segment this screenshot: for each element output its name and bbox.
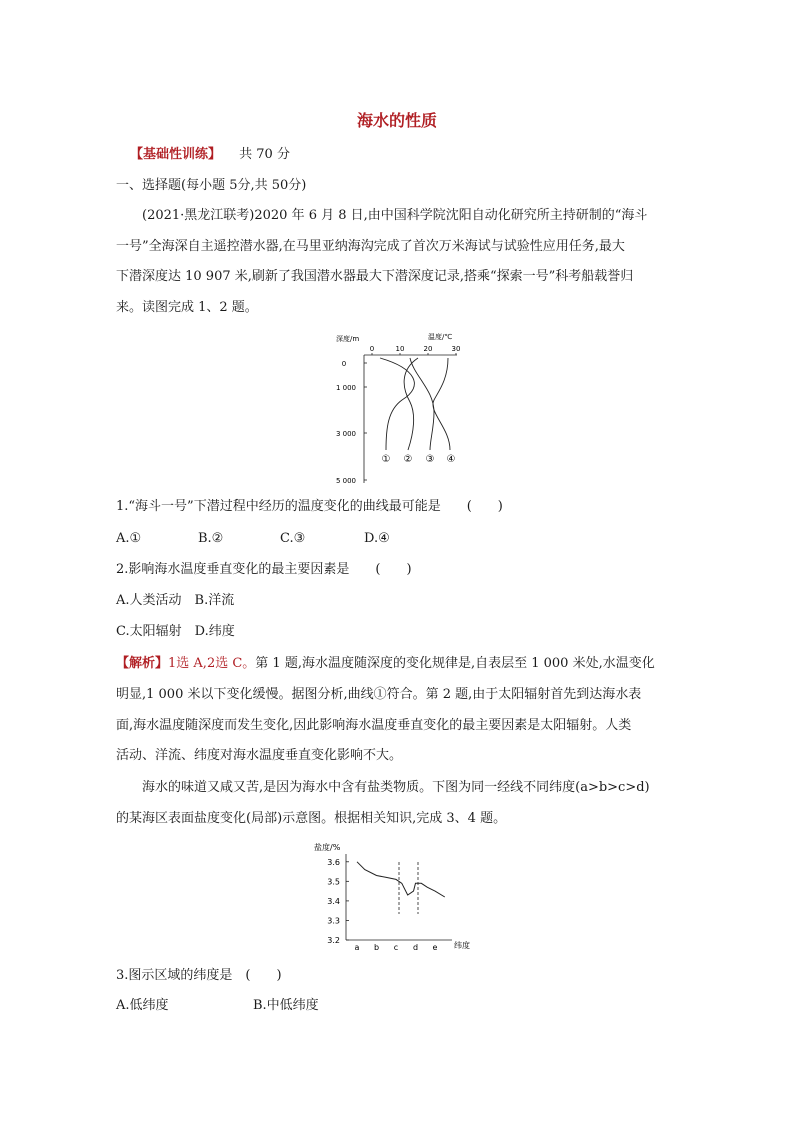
analysis-tag: 【解析】 — [116, 656, 169, 671]
analysis-line-1 — [116, 655, 655, 673]
passage1-line-3: 下潜深度达 10 907 米,刷新了我国潜水器最大下潜深度记录,搭乘“探索一号”科考船载誉归 — [116, 269, 634, 284]
section-tag: 【基础性训练】 — [130, 147, 222, 162]
q3-stem: 3.图示区域的纬度是 ( ) — [116, 968, 282, 983]
x-tick-label: d — [412, 943, 419, 952]
section-total: 共 70 分 — [239, 147, 290, 162]
x-tick-label: e — [432, 943, 438, 952]
analysis-answer: 1选 A,2选 C。 — [168, 656, 256, 671]
x-tick-label: c — [393, 943, 399, 952]
q2-stem: 2.影响海水温度垂直变化的最主要因素是 ( ) — [116, 562, 412, 577]
q2-options-row-2: C.太阳辐射 D.纬度 — [116, 624, 235, 639]
temp-tick: 20 — [423, 345, 433, 353]
temp-tick: 10 — [395, 345, 405, 353]
analysis-line-3: 面,海水温度随深度而发生变化,因此影响海水温度垂直变化的最主要因素是太阳辐射。人类 — [116, 718, 632, 733]
depth-axis-label: 深度/m — [336, 335, 360, 343]
y-tick-label: 3.2 — [327, 936, 340, 945]
y-tick-label: 3.5 — [327, 877, 340, 887]
latitude-axis-label: 纬度 — [454, 941, 470, 950]
analysis-line-4: 活动、洋流、纬度对海水温度垂直变化影响不大。 — [116, 748, 403, 763]
passage2-line-1: 海水的味道又咸又苦,是因为海水中含有盐类物质。下图为同一经线不同纬度(a>b>c>d) — [142, 780, 650, 795]
analysis-text: 第 1 题,海水温度随深度的变化规律是,自表层至 1 000 米处,水温变化 — [255, 656, 655, 671]
depth-tick: 3 000 — [335, 430, 357, 438]
temp-axis-label: 温度/℃ — [428, 333, 453, 341]
depth-tick: 0 — [341, 360, 347, 368]
temp-tick: 30 — [451, 345, 461, 353]
salinity-line — [357, 862, 445, 897]
temperature-depth-chart — [330, 328, 470, 490]
depth-tick: 1 000 — [335, 384, 357, 392]
depth-tick: 5 000 — [335, 477, 357, 485]
part1-heading: 一、选择题(每小题 5分,共 50分) — [116, 178, 307, 193]
salinity-axis-label: 盐度/% — [314, 843, 341, 852]
salinity-chart — [310, 838, 480, 956]
q1-stem: 1.“海斗一号”下潜过程中经历的温度变化的曲线最可能是 ( ) — [116, 499, 503, 514]
curve-label: ③ — [425, 454, 435, 465]
passage1-line-4: 来。读图完成 1、2 题。 — [116, 300, 258, 315]
analysis-line-2: 明显,1 000 米以下变化缓慢。据图分析,曲线①符合。第 2 题,由于太阳辐射首先到达海水表 — [116, 687, 642, 702]
curve-1 — [380, 358, 414, 450]
curve-label: ② — [403, 454, 413, 465]
curve-label: ④ — [446, 454, 456, 465]
passage1-line-2: 一号”全海深自主遥控潜水器,在马里亚纳海沟完成了首次万米海试与试验性应用任务,最大 — [116, 239, 625, 254]
passage2-line-2: 的某海区表面盐度变化(局部)示意图。根据相关知识,完成 3、4 题。 — [116, 811, 507, 826]
q1-option-b: B.② — [198, 531, 224, 546]
curve-label: ① — [381, 454, 391, 465]
x-tick-label: a — [354, 943, 360, 952]
q3-option-b: B.中低纬度 — [253, 998, 319, 1013]
y-tick-label: 3.6 — [327, 857, 340, 867]
page-title: 海水的性质 — [356, 111, 437, 130]
q1-option-d: D.④ — [364, 531, 390, 546]
y-tick-label: 3.3 — [327, 916, 340, 926]
q2-options-row-1: A.人类活动 B.洋流 — [116, 593, 235, 608]
x-tick-label: b — [373, 943, 380, 952]
q1-option-c: C.③ — [280, 531, 306, 546]
q3-option-a: A.低纬度 — [116, 998, 169, 1013]
section-header — [130, 146, 290, 164]
passage1-line-1: (2021·黑龙江联考)2020 年 6 月 8 日,由中国科学院沈阳自动化研究所主持研制的“海斗 — [142, 208, 648, 223]
temp-tick: 0 — [369, 345, 375, 353]
q1-option-a: A.① — [116, 531, 142, 546]
curve-3 — [410, 358, 434, 450]
curve-4 — [433, 358, 450, 450]
y-tick-label: 3.4 — [327, 896, 340, 906]
